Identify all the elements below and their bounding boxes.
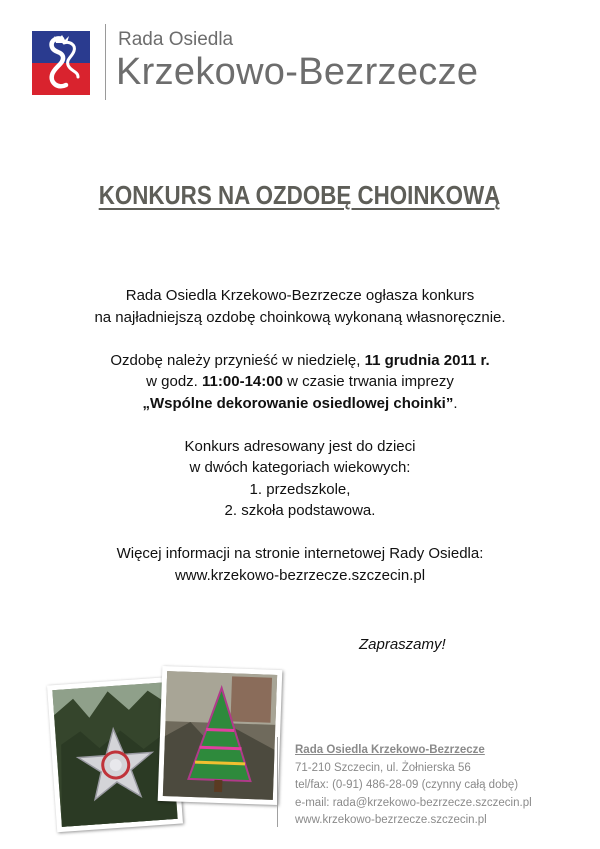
event-name: „Wspólne dekorowanie osiedlowej choinki” [142,394,454,412]
announcement-body [0,285,600,608]
time-line [0,371,600,393]
event-date: 11 grudnia 2011 r. [364,351,490,369]
time-prefix: w godz. [146,373,203,390]
org-name-small: Rada Osiedla [118,29,234,50]
header-divider [105,24,106,100]
categories-line-1: Konkurs adresowany jest do dzieci [184,437,416,455]
info-line: Więcej informacji na stronie internetowej Rady Osiedla: [116,545,484,562]
footer-address: 71-210 Szczecin, ul. Żołnierska 56 [295,761,471,774]
intro-line-1: Rada Osiedla Krzekowo-Bezrzecze ogłasza konkurs [125,287,475,304]
categories-line-2: w dwóch kategoriach wiekowych: [189,459,411,476]
invite-text: Zapraszamy! [359,636,446,653]
org-name-large: Krzekowo-Bezrzecze [116,51,479,93]
category-item-1: 1. przedszkole, [249,480,351,498]
footer-org-name: Rada Osiedla Krzekowo-Bezrzecze [295,744,485,756]
footer-website: www.krzekowo-bezrzecze.szczecin.pl [295,814,487,826]
footer-phone: tel/fax: (0-91) 486-28-09 (czynny całą dobę) [295,779,519,791]
paragraph-info [0,543,600,586]
city-logo [32,31,90,95]
photo-tree-ornament [158,666,283,805]
time-suffix: w czasie trwania imprezy [282,373,454,390]
date-line [0,350,600,372]
intro-line-2: na najładniejszą ozdobę choinkową wykonaną własnoręcznie. [94,308,506,326]
event-time: 11:00-14:00 [202,373,283,390]
event-line [0,393,600,415]
title-text: KONKURS NA OZDOBĘ CHOINKOWĄ [99,180,501,210]
date-prefix: Ozdobę należy przynieść w niedzielę, [110,351,365,369]
category-item-2: 2. szkoła podstawowa. [224,502,376,519]
website-text: www.krzekowo-bezrzecze.szczecin.pl [174,566,426,584]
footer-email: e-mail: rada@krzekowo-bezrzecze.szczecin.pl [295,796,532,809]
paragraph-date [0,350,600,415]
footer-contact [295,742,532,830]
footer-divider [277,737,278,827]
paragraph-categories [0,436,600,522]
paragraph-intro [0,285,600,328]
event-suffix: . [453,394,458,412]
page-title [0,180,600,211]
